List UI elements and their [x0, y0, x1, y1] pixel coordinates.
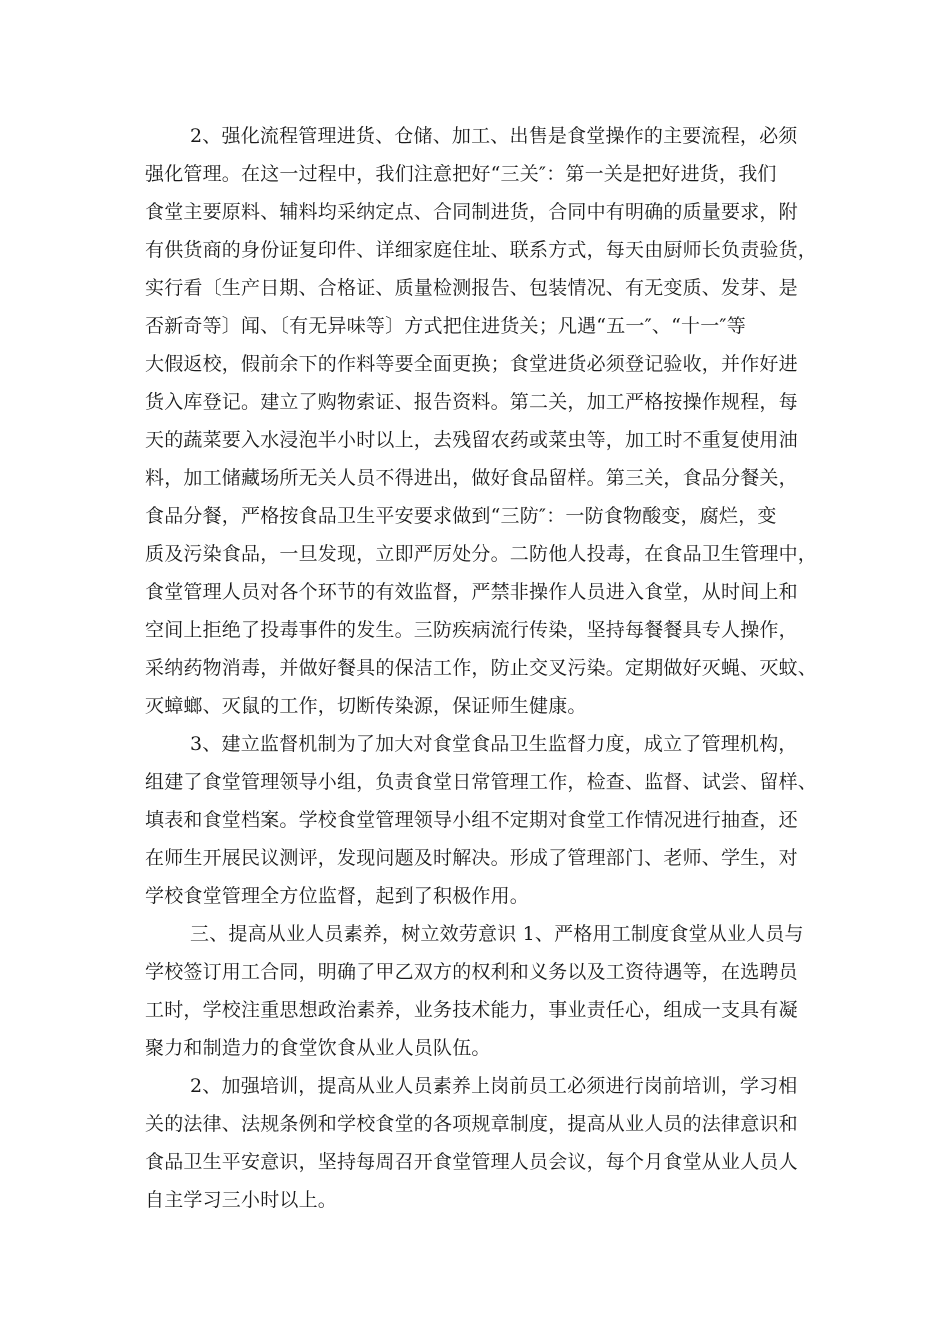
paragraph-4-line-3: 食品卫生平安意识，坚持每周召开食堂管理人员会议，每个月食堂从业人员人: [145, 1151, 798, 1173]
paragraph-1-line-4: 有供货商的身份证复印件、详细家庭住址、联系方式，每天由厨师长负责验货，: [145, 239, 818, 261]
paragraph-4-line-1: 2、加强培训，提高从业人员素养上岗前员工必须进行岗前培训，学习相: [190, 1075, 798, 1097]
paragraph-1-line-3: 食堂主要原料、辅料均采纳定点、合同制进货，合同中有明确的质量要求，附: [145, 201, 798, 223]
paragraph-1-line-6: 否新奇等〕闻、〔有无异味等〕方式把住进货关；凡遇“五一″、“十一″等: [145, 315, 746, 337]
paragraph-1-line-5: 实行看〔生产日期、合格证、质量检测报告、包装情况、有无变质、发芽、是: [145, 277, 798, 299]
paragraph-2-line-3: 填表和食堂档案。学校食堂管理领导小组不定期对食堂工作情况进行抽查，还: [145, 809, 798, 831]
paragraph-3-line-4: 聚力和制造力的食堂饮食从业人员队伍。: [145, 1037, 491, 1059]
paragraph-1-line-1: 2、强化流程管理进货、仓储、加工、出售是食堂操作的主要流程，必须: [190, 125, 798, 147]
paragraph-1-line-2: 强化管理。在这一过程中，我们注意把好“三关″：第一关是把好进货，我们: [145, 163, 777, 185]
paragraph-3-line-2: 学校签订用工合同，明确了甲乙双方的权利和义务以及工资待遇等，在选聘员: [145, 961, 798, 983]
paragraph-1-line-12: 质及污染食品，一旦发现，立即严厉处分。二防他人投毒，在食品卫生管理中，: [145, 543, 818, 565]
paragraph-1-line-14: 空间上拒绝了投毒事件的发生。三防疾病流行传染，坚持每餐餐具专人操作，: [145, 619, 798, 641]
paragraph-4-line-4: 自主学习三小时以上。: [145, 1189, 338, 1211]
paragraph-1-line-16: 灭蟑螂、灭鼠的工作，切断传染源，保证师生健康。: [145, 695, 587, 717]
paragraph-4-line-2: 关的法律、法规条例和学校食堂的各项规章制度，提高从业人员的法律意识和: [145, 1113, 798, 1135]
paragraph-2-line-2: 组建了食堂管理领导小组，负责食堂日常管理工作，检查、监督、试尝、留样、: [145, 771, 818, 793]
paragraph-1-line-10: 料，加工储藏场所无关人员不得进出，做好食品留样。第三关，食品分餐关，: [145, 467, 798, 489]
paragraph-1-line-11: 食品分餐，严格按食品卫生平安要求做到“三防″：一防食物酸变，腐烂，变: [145, 505, 777, 527]
paragraph-1-line-15: 采纳药物消毒，并做好餐具的保洁工作，防止交叉污染。定期做好灭蝇、灭蚊、: [145, 657, 818, 679]
paragraph-2-line-1: 3、建立监督机制为了加大对食堂食品卫生监督力度，成立了管理机构，: [190, 733, 798, 755]
paragraph-1-line-9: 天的蔬菜要入水浸泡半小时以上，去残留农药或菜虫等，加工时不重复使用油: [145, 429, 798, 451]
paragraph-3-line-1: 三、提高从业人员素养，树立效劳意识 1、严格用工制度食堂从业人员与: [190, 923, 804, 945]
paragraph-3-line-3: 工时，学校注重思想政治素养，业务技术能力，事业责任心，组成一支具有凝: [145, 999, 798, 1021]
paragraph-1-line-7: 大假返校，假前余下的作料等要全面更换；食堂进货必须登记验收，并作好进: [145, 353, 798, 375]
paragraph-1-line-13: 食堂管理人员对各个环节的有效监督，严禁非操作人员进入食堂，从时间上和: [145, 581, 798, 603]
paragraph-2-line-4: 在师生开展民议测评，发现问题及时解决。形成了管理部门、老师、学生，对: [145, 847, 798, 869]
paragraph-2-line-5: 学校食堂管理全方位监督，起到了积极作用。: [145, 885, 530, 907]
paragraph-1-line-8: 货入库登记。建立了购物索证、报告资料。第二关，加工严格按操作规程，每: [145, 391, 798, 413]
